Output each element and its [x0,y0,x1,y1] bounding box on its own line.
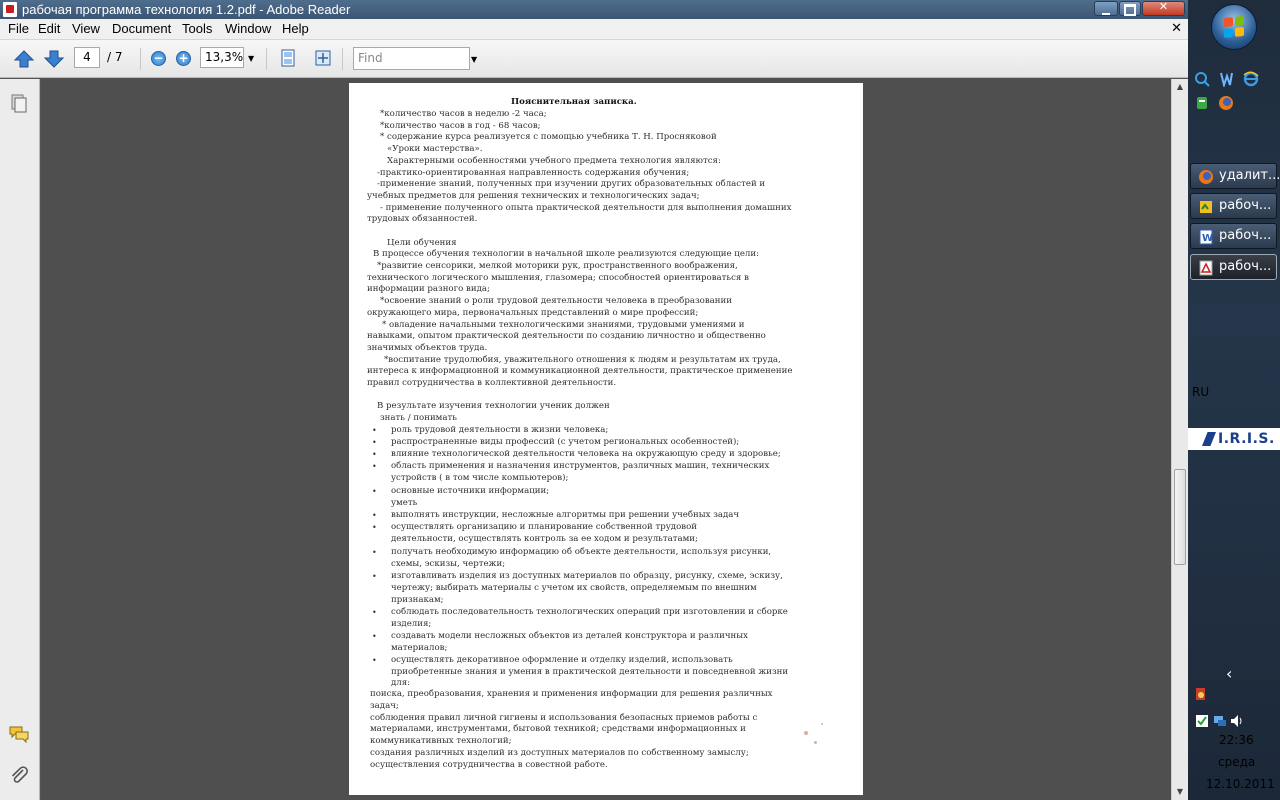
text-line: схемы, эскизы, чертежи; [391,559,506,569]
word-icon [1198,229,1214,245]
text-line: * овладение начальными технологическими знаниями, трудовыми умениями и [382,320,745,330]
text-line: Характерными особенностями учебного предмета технология являются: [387,156,721,166]
zoom-out-button[interactable] [151,51,166,66]
text-line: *освоение знаний о роли трудовой деятельности человека в преобразовании [380,296,732,306]
taskbar-item-label: рабоч... [1219,259,1272,274]
menu-file[interactable]: File [8,21,29,36]
find-options-dropdown-icon[interactable]: ▼ [471,55,478,64]
scan-speck [814,741,817,744]
text-line: изделия; [391,619,432,629]
arrow-up-icon [14,50,34,68]
update-icon[interactable] [1193,686,1209,702]
scan-speck [821,723,823,725]
text-line: признакам; [391,595,444,605]
text-line: приобретенные знания и умения в практической деятельности и повседневной жизни [391,667,789,677]
clock-time[interactable]: 22:36 [1219,733,1254,747]
text-line: трудовых обязанностей. [367,214,478,224]
pdf-icon [1198,260,1214,276]
text-line: для: [391,678,411,688]
iris-logo-icon [1202,432,1216,446]
text-line: знать / понимать [380,413,457,423]
text-line: материалов; [391,643,448,653]
toolbar-separator [342,48,343,70]
text-line: учебных предметов для решения технических и технологических задач; [367,191,700,201]
menu-edit[interactable]: Edit [38,21,61,36]
text-line: задач; [370,701,399,711]
maximize-button[interactable] [1119,1,1141,16]
file-manager-icon [1198,199,1214,215]
menu-window[interactable]: Window [225,21,272,36]
text-line: устройств ( в том числе компьютеров); [391,473,569,483]
search-icon[interactable] [1194,71,1210,87]
list-item: • роль трудовой деятельности в жизни человека; [391,425,608,437]
internet-explorer-icon[interactable] [1243,71,1259,87]
text-line: поиска, преобразования, хранения и применения информации для решения различных [370,689,773,699]
taskbar-item-label: рабоч... [1219,228,1272,243]
list-item: • область применения и назначения инструментов, различных машин, технических [391,461,769,473]
firefox-icon [1198,169,1214,185]
text-line: *развитие сенсорики, мелкой моторики рук, пространственного воображения, [377,261,738,271]
text-line: «Уроки мастерства». [387,144,483,154]
taskbar-item-word[interactable] [1190,223,1277,249]
iris-label: I.R.I.S. [1218,431,1275,447]
list-item: • соблюдать последовательность технологических операций при изготовлении и сборке [391,607,788,619]
text-line: В процессе обучения технологии в начальной школе реализуются следующие цели: [373,249,759,259]
windows-logo-icon [1224,16,1244,38]
svg-text:W: W [1202,233,1214,244]
text-line: значимых объектов труда. [367,343,488,353]
toolbar-separator [140,48,141,70]
list-item: • изготавливать изделия из доступных материалов по образцу, рисунку, схеме, эскизу, [391,571,783,583]
text-line: материалами, инструментами, бытовой техникой; средствами информационных и [370,724,746,734]
menu-document[interactable]: Document [112,21,172,36]
scroll-up-icon[interactable]: ▲ [1176,82,1184,91]
firefox-icon[interactable] [1218,95,1234,111]
text-line: навыками, опытом практической деятельности по созданию личностно и общественно [367,331,766,341]
taskbar [1188,0,1280,800]
list-item: • влияние технологической деятельности человека на окружающую среду и здоровье; [391,449,781,461]
taskbar-item-explorer[interactable] [1190,193,1277,219]
antivirus-icon[interactable] [1194,95,1210,111]
text-line: осуществления сотрудничества в совестной работе. [370,760,608,770]
page-layout-icon[interactable] [279,49,297,67]
text-line: информации разного вида; [367,284,490,294]
scan-speck [804,731,808,735]
utility-icon[interactable] [1218,71,1234,87]
start-button[interactable] [1211,4,1257,50]
list-item: • распространенные виды профессий (с учетом региональных особенностей); [391,437,739,449]
menu-tools[interactable]: Tools [182,21,213,36]
text-line: *воспитание трудолюбия, уважительного отношения к людям и результатам их труда, [384,355,781,365]
clock-day: среда [1218,755,1256,769]
arrow-down-icon [44,50,64,68]
attachments-icon[interactable] [9,765,29,785]
text-line: технического логического мышления, глазомера; способностей ориентироваться в [367,273,749,283]
text-line: чертежу; выбирать материалы с учетом их свойств, определяемым по внешним [391,583,757,593]
scroll-down-icon[interactable]: ▼ [1176,787,1184,796]
zoom-level-input[interactable]: 13,3% [200,47,244,68]
menu-bar [0,19,1188,40]
list-item: • основные источники информации; [391,486,549,498]
maximize-icon [1120,0,1140,19]
toolbar-separator [266,48,267,70]
pages-panel-icon[interactable] [9,93,29,113]
list-item: • осуществлять декоративное оформление и отделку изделий, использовать [391,655,733,667]
text-line: -применение знаний, полученных при изучении других образовательных областей и [377,179,766,189]
previous-page-button[interactable] [14,50,34,68]
comments-icon[interactable] [9,724,29,744]
text-line: создания различных изделий из доступных материалов по собственному замыслу; [370,748,749,758]
text-line: коммуникативных технологий; [370,736,512,746]
zoom-dropdown-icon[interactable]: ▼ [248,54,255,63]
menu-view[interactable]: View [72,21,100,36]
find-input[interactable]: Find [353,47,470,70]
adobe-reader-icon [3,2,17,17]
clock-date: 12.10.2011 [1206,777,1275,791]
text-line: уметь [391,498,418,508]
text-line: * содержание курса реализуется с помощью учебника Т. Н. Просняковой [380,132,717,142]
text-line: интереса к информационной и коммуникационной деятельности, практическое применение [367,366,793,376]
minimize-button[interactable] [1094,1,1118,16]
language-indicator[interactable]: RU [1192,385,1210,399]
page-heading: Пояснительная записка. [511,97,637,107]
text-line: В результате изучения технологии ученик должен [377,401,610,411]
section-title: Цели обучения [387,238,457,248]
iris-toolbar[interactable] [1188,428,1280,450]
taskbar-item-label: рабоч... [1219,198,1272,213]
pdf-page [349,83,863,795]
taskbar-item-adobe-reader[interactable] [1190,254,1277,280]
text-line: деятельности, осуществлять контроль за ее ходом и результатами; [391,534,698,544]
window-title: рабочая программа технология 1.2.pdf - Adobe Reader [22,2,351,17]
plus-icon: + [178,51,189,65]
close-icon: ✕ [1158,0,1169,13]
menu-help[interactable]: Help [282,21,309,36]
page-number-input[interactable]: 4 [74,47,100,68]
document-close-icon[interactable]: ✕ [1171,21,1182,36]
minimize-icon [1095,5,1117,18]
show-hidden-icons-chevron-icon[interactable]: ‹ [1226,664,1233,683]
list-item: • выполнять инструкции, несложные алгоритмы при решении учебных задач [391,510,739,522]
taskbar-item-label: удалит... [1219,168,1280,183]
vertical-scrollbar[interactable] [1171,79,1188,800]
text-line: правил сотрудничества в коллективной деятельности. [367,378,617,388]
text-line: *количество часов в год - 68 часов; [380,121,541,131]
page-total: / 7 [107,50,123,64]
close-button[interactable] [1142,1,1185,16]
text-line: *количество часов в неделю -2 часа; [380,109,547,119]
text-line: соблюдения правил личной гигиены и использования безопасных приемов работы с [370,713,758,723]
list-item: • получать необходимую информацию об объекте деятельности, используя рисунки, [391,547,771,559]
network-icon[interactable] [1212,713,1228,729]
text-line: -практико-ориентированная направленность содержания обучения; [377,168,690,178]
title-bar [0,0,1188,19]
scrollbar-thumb[interactable] [1174,469,1186,565]
taskbar-item-firefox[interactable] [1190,163,1280,189]
list-item: • создавать модели несложных объектов из деталей конструктора и различных [391,631,748,643]
action-center-icon[interactable] [1194,713,1210,729]
text-line: - применение полученного опыта практической деятельности для выполнения домашних [380,203,792,213]
next-page-button[interactable] [44,50,64,68]
fit-window-icon[interactable] [314,49,332,67]
text-line: окружающего мира, первоначальных представлений о мире профессий; [367,308,699,318]
list-item: • осуществлять организацию и планирование собственной трудовой [391,522,697,534]
navigation-panel [0,79,40,800]
volume-icon[interactable] [1229,713,1245,729]
zoom-in-button[interactable] [176,51,191,66]
minus-icon: − [153,51,164,65]
